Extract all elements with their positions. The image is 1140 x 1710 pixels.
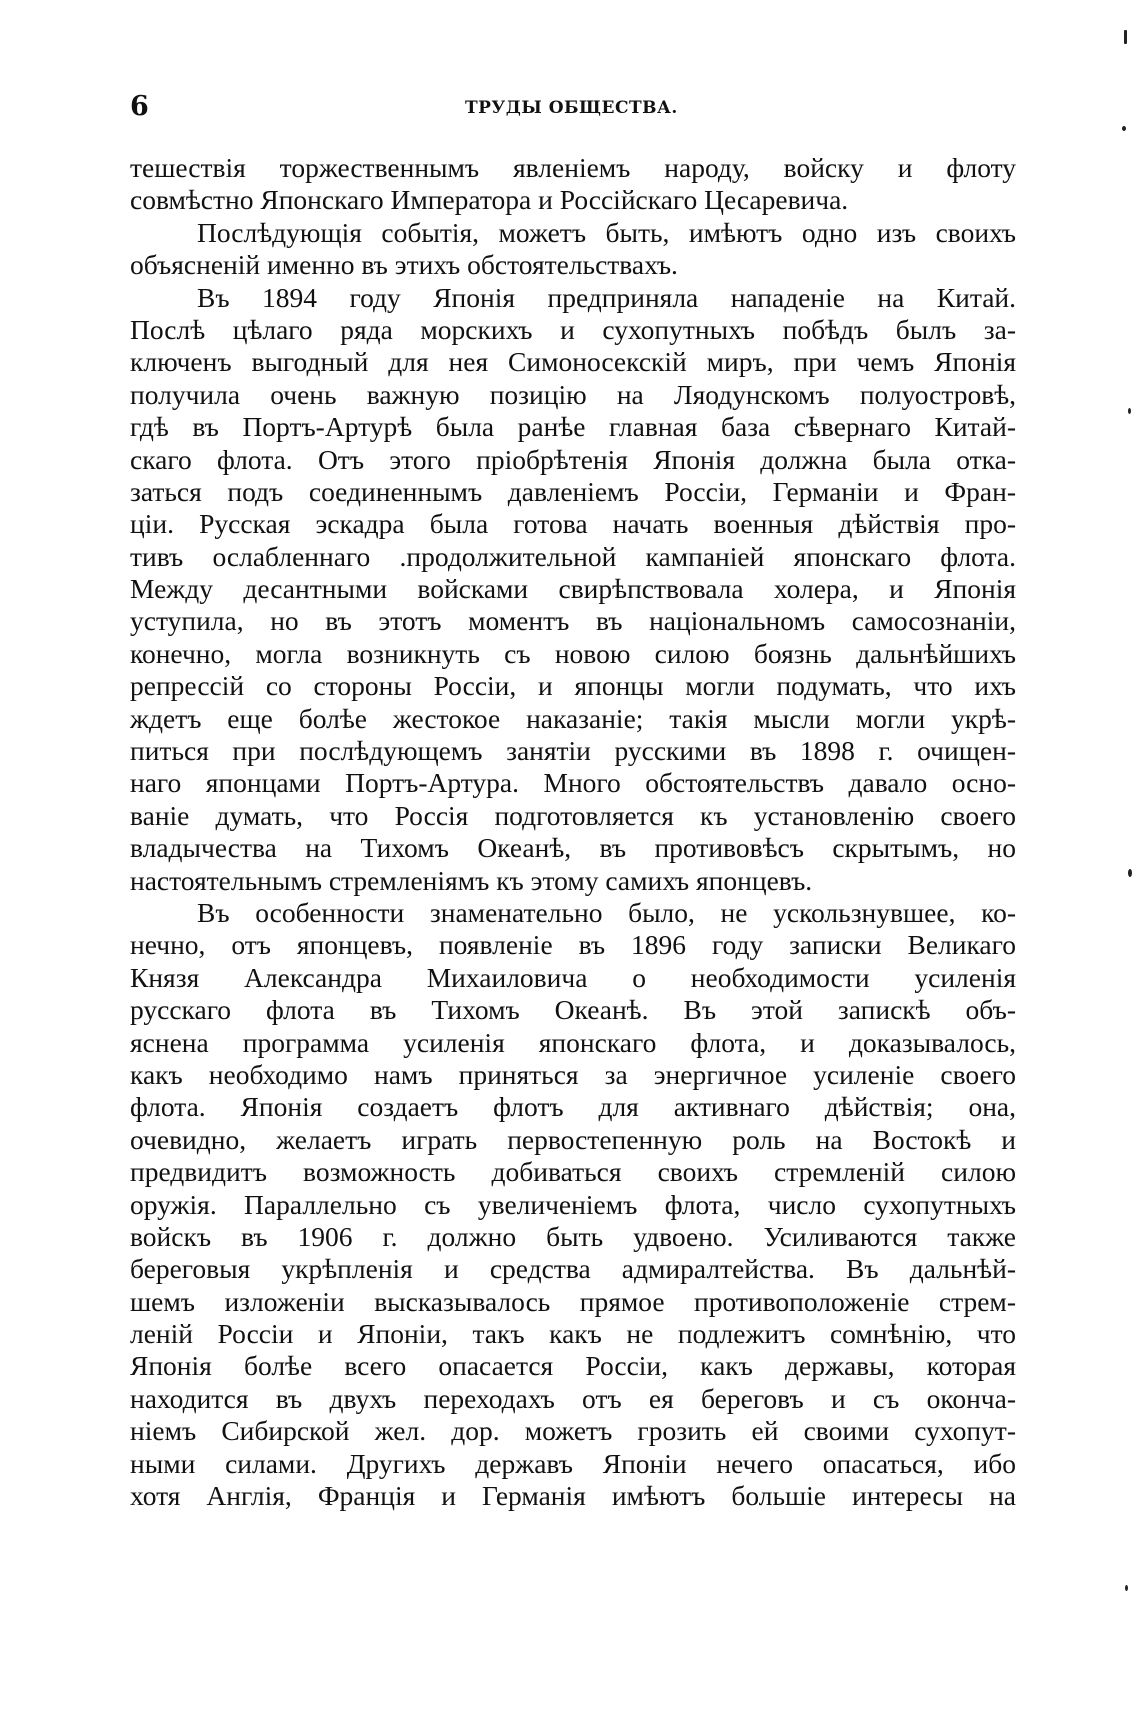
text-line: какъ необходимо намъ приняться за энергичное усиленіе своего [130,1058,1016,1090]
text-line: совмѣстно Японскаго Императора и Россійскаго Цесаревича. [130,184,849,216]
page-number: 6 [130,91,149,122]
text-line: леній Россіи и Японіи, такъ какъ не подлежитъ сомнѣнію, что [130,1318,1016,1350]
body-text [130,152,1016,1512]
text-line: ждетъ еще болѣе жестокое наказаніе; такія мысли могли укрѣ- [130,702,1016,734]
scan-speck [1122,126,1126,131]
text-line: флота. Японія создаетъ флотъ для активнаго дѣйствія; она, [130,1091,1016,1123]
text-line: находится въ двухъ переходахъ отъ ея береговъ и съ оконча- [130,1382,1016,1414]
text-line: тешествія торжественнымъ явленіемъ народу, войску и флоту [130,152,1016,183]
text-line: тивъ ослабленнаго .продолжительной кампаніей японскаго флота. [130,540,1016,572]
scan-speck [1125,1585,1128,1591]
page-header [130,92,1015,132]
text-line: ваніе думать, что Россія подготовляется къ установленію своего [130,799,1016,831]
text-line: Въ особенности знаменательно было, не ускользнувшее, ко- [197,896,1016,928]
text-line: нечно, отъ японцевъ, появленіе въ 1896 году записки Великаго [130,929,1016,961]
text-line: русскаго флота въ Тихомъ Океанѣ. Въ этой запискѣ объ- [130,994,1016,1026]
text-line: войскъ въ 1906 г. должно быть удвоено. Усиливаются также [130,1220,1016,1252]
scan-speck [1128,869,1132,877]
text-line: ціи. Русская эскадра была готова начать военныя дѣйствія про- [130,508,1016,540]
scan-speck [1124,30,1127,44]
text-line: яснена программа усиленія японскаго флота, и доказывалось, [130,1026,1016,1058]
text-line: репрессій со стороны Россіи, и японцы могли подумать, что ихъ [130,670,1016,702]
text-line: скаго флота. Отъ этого пріобрѣтенія Японія должна была отка- [130,443,1016,475]
text-line: ніемъ Сибирской жел. дор. можетъ грозить ей своими сухопут- [130,1415,1016,1447]
text-line: очевидно, желаетъ играть первостепенную роль на Востокѣ и [130,1123,1016,1155]
text-line: конечно, могла возникнуть съ новою силою боязнь дальнѣйшихъ [130,637,1016,669]
text-line: оружія. Параллельно съ увеличеніемъ флота, число сухопутныхъ [130,1188,1016,1220]
text-line: хотя Англія, Франція и Германія имѣютъ большіе интересы на [130,1480,1016,1512]
running-title: ТРУДЫ ОБЩЕСТВА. [465,98,678,118]
text-line: настоятельнымъ стремленіямъ къ этому самихъ японцевъ. [130,864,813,896]
text-line: предвидитъ возможность добиваться своихъ стремленій силою [130,1156,1016,1188]
text-line: Послѣдующія событія, можетъ быть, имѣютъ одно изъ своихъ [197,216,1016,248]
text-line: владычества на Тихомъ Океанѣ, въ противовѣсъ скрытымъ, но [130,832,1016,864]
text-line: ключенъ выгодный для нея Симоносекскій миръ, при чемъ Японія [130,346,1016,378]
scan-speck [1128,408,1131,414]
text-line: ными силами. Другихъ державъ Японіи нечего опасаться, ибо [130,1447,1016,1479]
text-line: гдѣ въ Портъ-Артурѣ была ранѣе главная база сѣвернаго Китай- [130,411,1016,443]
text-line: Въ 1894 году Японія предприняла нападеніе на Китай. [197,281,1016,313]
text-line: Послѣ цѣлаго ряда морскихъ и сухопутныхъ побѣдъ былъ за- [130,313,1016,345]
text-line: Между десантными войсками свирѣпствовала холера, и Японія [130,573,1016,605]
text-line: заться подъ соединеннымъ давленіемъ Россіи, Германіи и Фран- [130,475,1016,507]
text-line: объясненій именно въ этихъ обстоятельствахъ. [130,249,678,281]
text-line: уступила, но въ этотъ моментъ въ національномъ самосознаніи, [130,605,1016,637]
text-line: береговыя укрѣпленія и средства адмиралтейства. Въ дальнѣй- [130,1253,1016,1285]
text-line: Князя Александра Михаиловича о необходимости усиленія [130,961,1016,993]
text-line: наго японцами Портъ-Артура. Много обстоятельствъ давало осно- [130,767,1016,799]
text-line: получила очень важную позицію на Ляодунскомъ полуостровѣ, [130,378,1016,410]
text-line: шемъ изложеніи высказывалось прямое противоположеніе стрем- [130,1285,1016,1317]
text-line: Японія болѣе всего опасается Россіи, какъ державы, которая [130,1350,1016,1382]
text-line: питься при послѣдующемъ занятіи русскими въ 1898 г. очищен- [130,735,1016,767]
